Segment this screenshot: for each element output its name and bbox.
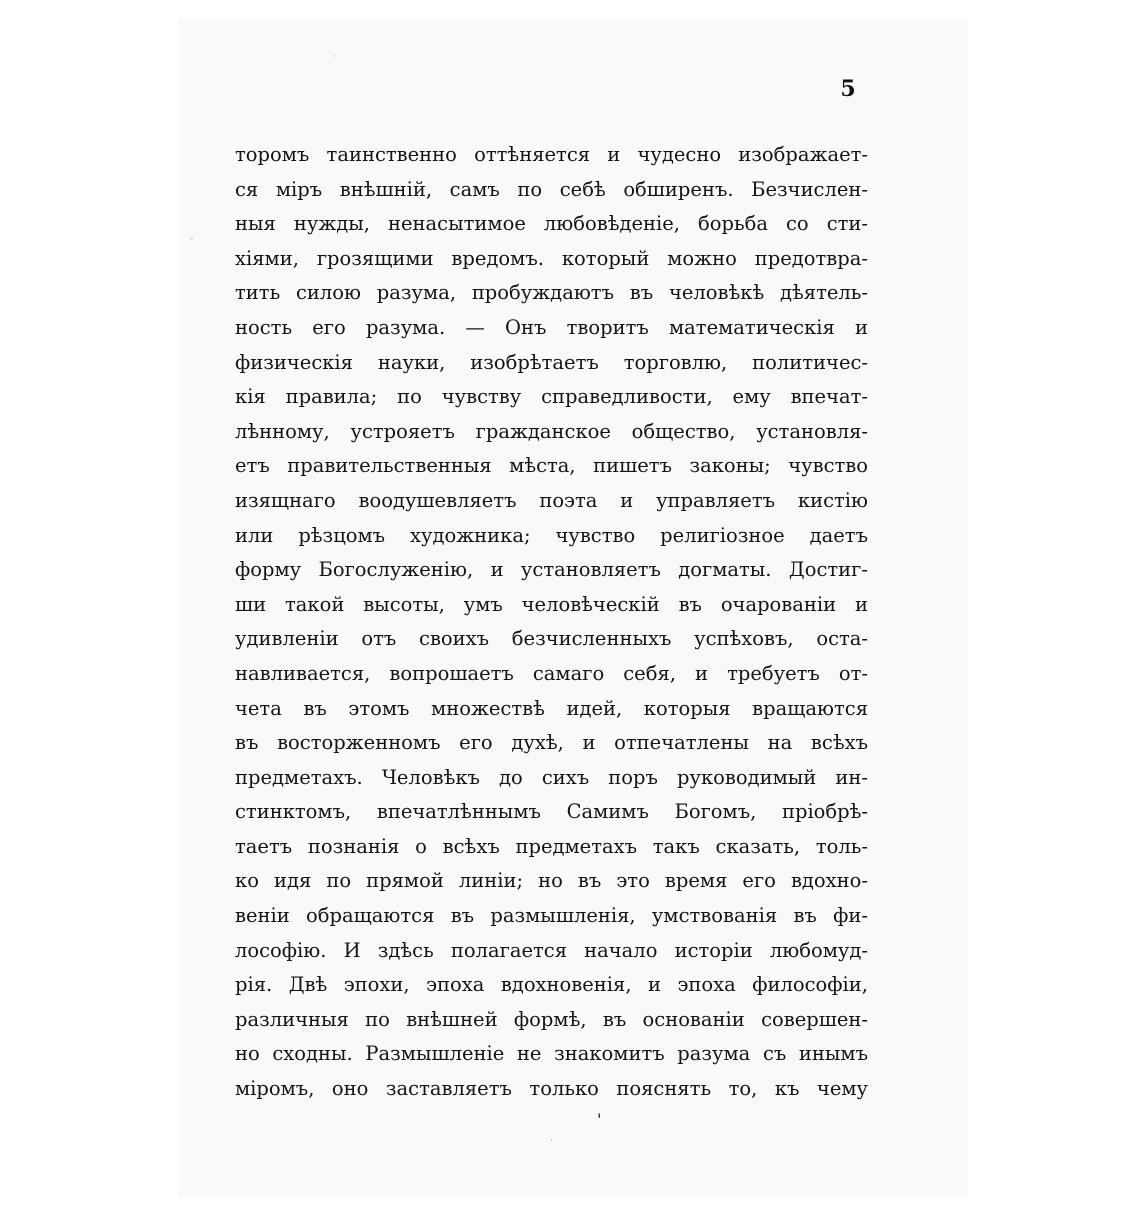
text-line: стинктомъ, впечатлѣннымъ Самимъ Богомъ, пріобрѣ-: [235, 800, 868, 824]
text-line: ши такой высоты, умъ человѣческій въ очарованіи и: [235, 592, 868, 616]
text-line: ся міръ внѣшній, самъ по себѣ обширенъ. Безчислен-: [235, 177, 868, 201]
text-line: въ восторженномъ его духѣ, и отпечатлены на всѣхъ: [235, 731, 868, 755]
text-line: веніи обращаются въ размышленія, умствованія въ фи-: [235, 904, 868, 928]
text-line: лѣнному, устрояетъ гражданское общество, установля-: [235, 419, 868, 443]
text-line: навливается, вопрошаетъ самаго себя, и требуетъ от-: [235, 661, 868, 685]
text-line: физическія науки, изобрѣтаетъ торговлю, политичес-: [235, 350, 868, 374]
text-line: ко идя по прямой линіи; но въ это время его вдохно-: [235, 869, 868, 893]
text-line: ныя нужды, ненасытимое любовѣденіе, борьба со сти-: [235, 212, 868, 236]
text-line: тить силою разума, пробуждаютъ въ человѣкѣ дѣятель-: [235, 281, 868, 305]
text-line: но сходны. Размышленіе не знакомитъ разума съ инымъ: [235, 1042, 868, 1066]
text-line: или рѣзцомъ художника; чувство религіозное даетъ: [235, 523, 868, 547]
scan-speck: ·: [333, 52, 336, 62]
text-line: хіями, грозящими вредомъ. который можно предотвра-: [235, 246, 868, 270]
text-line: лософію. И здѣсь полагается начало исторіи любомуд-: [235, 938, 868, 962]
text-line: предметахъ. Человѣкъ до сихъ поръ руководимый ин-: [235, 765, 868, 789]
text-line: изящнаго воодушевляетъ поэта и управляетъ кистію: [235, 488, 868, 512]
text-line: торомъ таинственно оттѣняется и чудесно изображает-: [235, 143, 868, 166]
text-line: удивленіи отъ своихъ безчисленныхъ успѣховъ, оста-: [235, 627, 868, 651]
text-line: чета въ этомъ множествѣ идей, которыя вращаются: [235, 696, 868, 720]
scan-speck: -: [190, 234, 194, 244]
text-line: таетъ познанія о всѣхъ предметахъ такъ сказать, толь-: [235, 834, 868, 858]
scan-speck: ·: [550, 1136, 553, 1146]
footer-mark: ': [597, 1110, 602, 1129]
text-line: форму Богослуженію, и установляетъ догматы. Достиг-: [235, 558, 868, 582]
text-line: ность его разума. — Онъ творитъ математическія и: [235, 315, 868, 339]
text-line: етъ правительственныя мѣста, пишетъ законы; чувство: [235, 454, 868, 478]
text-line: кія правила; по чувству справедливости, ему впечат-: [235, 385, 868, 409]
text-line: міромъ, оно заставляетъ только пояснять то, къ чему: [235, 1077, 868, 1101]
text-line: рія. Двѣ эпохи, эпоха вдохновенія, и эпоха философіи,: [235, 973, 868, 997]
text-line: различныя по внѣшней формѣ, въ основаніи совершен-: [235, 1007, 868, 1031]
page-number: 5: [840, 76, 856, 102]
body-text: [235, 138, 868, 1107]
